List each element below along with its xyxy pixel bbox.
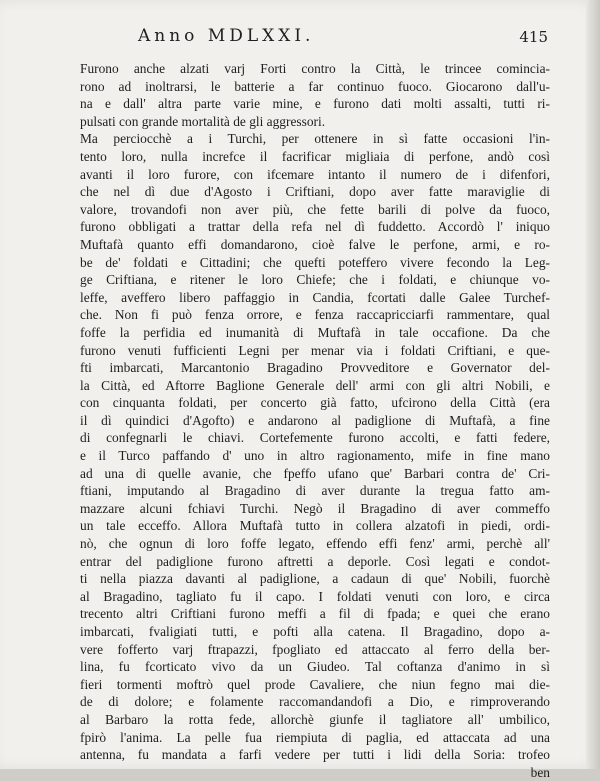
text-line: che nel dì due d'Agosto i Criftiani, dopo aver fatte maraviglie di bbox=[80, 184, 550, 200]
body-text bbox=[80, 60, 550, 781]
text-line: ad una di quelle avanie, che fpeffo ufano que' Barbari contra de' Cri- bbox=[80, 465, 550, 481]
text-line: foffe la perfidia ed inumanità di Muftafà in tale occafione. Da che bbox=[80, 324, 550, 340]
text-line: be de' foldati e Cittadini; che quefti poteffero vivere fecondo la Leg- bbox=[80, 254, 550, 270]
text-line: leffe, aveffero libero paffaggio in Candia, fcortati dalle Galee Turchef- bbox=[80, 289, 550, 305]
running-head: Anno MDLXXI. bbox=[138, 26, 315, 46]
text-line: fieri tormenti moftrò quel prode Cavaliere, che niun fegno mai die- bbox=[80, 676, 550, 692]
text-line: fpirò l'anima. La pelle fua riempiuta di paglia, ed attaccata ad una bbox=[80, 729, 550, 745]
text-line: furono obbligati a trattar della refa nel dì fuddetto. Accordò l' iniquo bbox=[80, 219, 550, 235]
text-line: ftiani, imputando al Bragadino di aver durante la tregua fatto am- bbox=[80, 483, 550, 499]
text-line: lina, fu fcorticato vivo da un Giudeo. Tal coftanza d'animo in sì bbox=[80, 659, 550, 675]
text-line: tento loro, nulla increfce il facrificar migliaia di perfone, andò così bbox=[80, 148, 550, 164]
text-line: Ma perciocchè a i Turchi, per ottenere in sì fatte occasioni l'in- bbox=[80, 131, 550, 147]
text-line: vere fofferto varj ftrapazzi, fpogliato ed attaccato al ferro della ber- bbox=[80, 641, 550, 657]
text-line: rono ad inoltrarsi, le batterie a far continuo fuoco. Giocarono dall'u- bbox=[80, 78, 550, 94]
text-line: trecento altri Criftiani furono meffi a fil di fpada; e quei che erano bbox=[80, 606, 550, 622]
text-line: entrar del padiglione furono aftretti a deporle. Così legati e condot- bbox=[80, 553, 550, 569]
text-line: nò, che ognun di loro foffe legato, effendo effi fenz' armi, perchè all' bbox=[80, 536, 550, 552]
text-line: valore, trovandofi non aver più, che fette barili di polve da fuoco, bbox=[80, 201, 550, 217]
text-line: ti nella piazza davanti al padiglione, a cadaun di que' Nobili, fuorchè bbox=[80, 571, 550, 587]
text-line: che. Non fi può fenza orrore, e fenza raccapricciarfi rammentare, qual bbox=[80, 307, 550, 323]
text-line: na e dall' altra parte varie mine, e furono dati molti assalti, tutti ri- bbox=[80, 96, 550, 112]
text-line: fti imbarcati, Marcantonio Bragadino Provveditore e Governator del- bbox=[80, 360, 550, 376]
text-line: pulsati con grande mortalità de gli aggressori. bbox=[80, 113, 326, 129]
page-header bbox=[78, 26, 560, 54]
text-line: con cinquanta foldati, per concerto già fatto, ufcirono della Città (era bbox=[80, 395, 550, 411]
text-line: al Bragadino, tagliato fu il capo. I foldati venuti con loro, e circa bbox=[80, 588, 550, 604]
text-line: di confegnarli le chiavi. Cortefemente furono accolti, e fatti federe, bbox=[80, 430, 550, 446]
text-line: mazzare alcuni fchiavi Turchi. Negò il Bragadino di aver commeffo bbox=[80, 500, 550, 516]
text-line: avanti il loro furore, con ifcemare intanto il numero de i difenfori, bbox=[80, 166, 550, 182]
text-line: furono venuti fufficienti Legni per menar via i foldati Criftiani, e que- bbox=[80, 342, 550, 358]
text-line: al Barbaro la rotta fede, allorchè giunfe il tagliatore all' umbilico, bbox=[80, 711, 550, 727]
page-number: 415 bbox=[519, 28, 548, 46]
text-line: Furono anche alzati varj Forti contro la Città, le trincee comincia- bbox=[80, 61, 550, 76]
text-line: imbarcati, fvaligiati tutti, e pofti alla catena. Il Bragadino, dopo a- bbox=[80, 624, 550, 639]
text-line: un tale ecceffo. Allora Muftafà tutto in collera alzatofi in piedi, ordi- bbox=[80, 518, 550, 534]
text-line: Muftafà quanto effi domandarono, cioè falve le perfone, armi, e ro- bbox=[80, 236, 550, 252]
text-line: la Città, ed Aftorre Baglione Generale dell' armi con gli altri Nobili, e bbox=[80, 377, 550, 393]
text-line: il dì quindici d'Agofto) e andarono al padiglione di Muftafà, a fine bbox=[80, 412, 550, 428]
text-line: e il Turco paffando d' uno in altro ragionamento, mife in fine mano bbox=[80, 448, 550, 464]
text-line: ge Criftiana, e ritener le loro Chiefe; che i foldati, e chiunque vo- bbox=[80, 272, 550, 288]
text-line: de di dolore; e folamente raccomandandofi a Dio, e rimproverando bbox=[80, 694, 550, 710]
text-line: antenna, fu mandata a farfi vedere per tutti i lidi della Soria: trofeo bbox=[80, 747, 550, 763]
catchword: ben bbox=[530, 764, 550, 780]
page-gutter bbox=[586, 0, 600, 769]
